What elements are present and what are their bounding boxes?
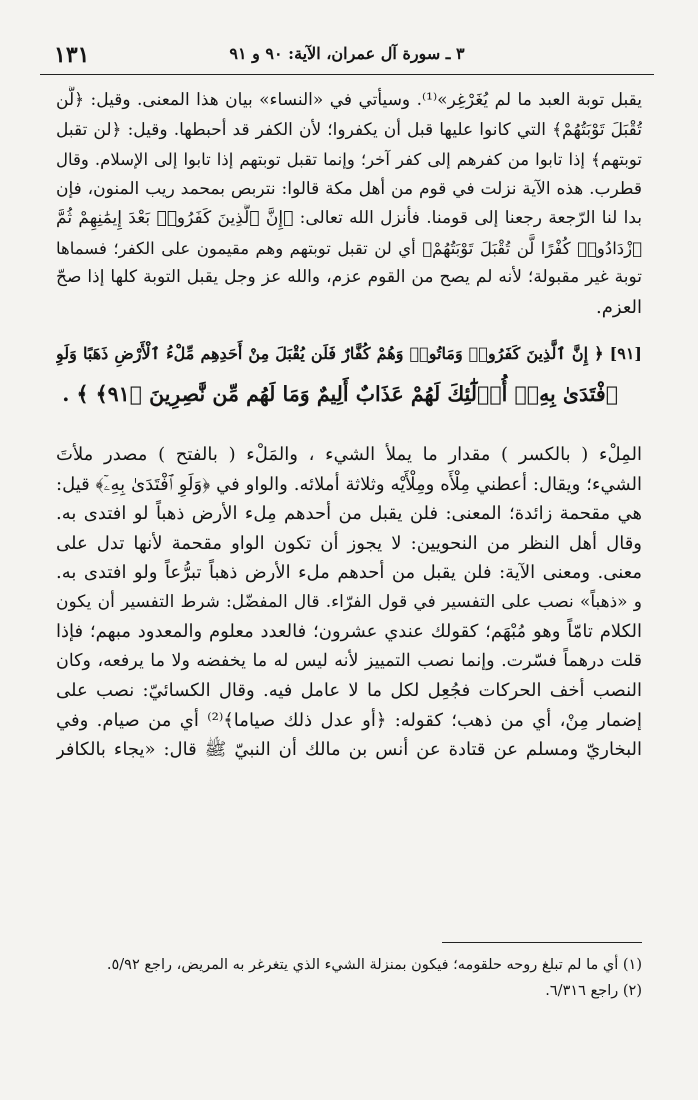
text-line: بدا لنا الرّجعة رجعنا إلى قومنا. فأنزل الله تعالى: ﴿إِنَّ ٱلَّذِينَ كَفَرُوا۟ بَعْدَ إِيمَٰنِهِمْ ثُمَّ — [56, 208, 642, 228]
page-header — [40, 38, 654, 68]
page-body — [56, 86, 642, 765]
verse-line: [٩١] ﴿ إِنَّ ٱلَّذِينَ كَفَرُوا۟ وَمَاتُوا۟ وَهُمْ كُفَّارٌ فَلَن يُقْبَلَ مِنْ أَحَدِهِم مِّلْءُ ٱلْأَرْضِ ذَهَبًا وَلَوِ — [56, 344, 642, 363]
footnotes — [56, 952, 642, 1004]
text-line: إضمار مِنْ، أي من ذهب؛ كقوله: ﴿أو عدل ذلك صياما﴾⁽²⁾ أي من صيام. وفي — [56, 709, 642, 731]
text-line: تُقْبَلَ تَوْبَتُهُمْ﴾ التي كانوا عليها قبل أن يكفروا؛ لأن الكفر قد أحبطها. وقيل: ﴿لن تقبل — [56, 119, 642, 140]
text-line: البخاريّ ومسلم عن قتادة عن أنس بن مالك أن النبيّ ﷺ قال: «يجاء بالكافر — [56, 739, 642, 760]
footnote-1: (١) أي ما لم تبلغ روحه حلقومه؛ فيكون بمنزلة الشيء الذي يتغرغر به المريض، راجع ٥/٩٢. — [106, 957, 642, 973]
text-line: هي مقحمة زائدة؛ المعنى: فلن يقبل من أحدهم مِلء الأرض ذهباً لو افتدى به. — [56, 503, 642, 524]
text-line: توبتهم﴾ إذا تابوا من كفرهم إلى كفر آخر؛ وإنما تقبل توبتهم إذا تابوا إلى الإسلام. وقال — [56, 150, 642, 169]
text-line: وقال أهل النظر من النحويين: لا يجوز أن تكون الواو مقحمة لأنها تدل على — [56, 532, 642, 554]
text-line: ٱزْدَادُوا۟ كُفْرًا لَّن تُقْبَلَ تَوْبَتُهُمْ﴾ أي لن تقبل توبتهم وهم مقيمون على الكفر؛ فسماها — [56, 238, 642, 258]
text-line: توبة غير مقبولة؛ لأنه لم يصح من القوم عزم، والله عز وجل يقبل التوبة كلها إذا صحّ — [56, 267, 642, 287]
text-line: معنى. ومعنى الآية: فلن يقبل من أحدهم ملء الأرض ذهباً تبرُّعاً ولو افتدى به. — [56, 562, 642, 583]
verse-line: ٱفْتَدَىٰ بِهِۦٓ أُو۟لَٰٓئِكَ لَهُمْ عَذَابٌ أَلِيمٌ وَمَا لَهُم مِّن نَّٰصِرِينَ ﴿٩١﴾ ﴾ . — [62, 382, 618, 406]
text-line: قلت درهماً فسّرت. وإنما نصب التمييز لأنه ليس له ما يخفضه ولا ما يرفعه، وكان — [56, 650, 642, 671]
paragraph-commentary-2 — [56, 440, 642, 765]
text-line: و «ذهباً» نصب على التفسير في قول الفرّاء. قال المفضّل: شرط التفسير أن يكون — [56, 591, 642, 612]
paragraph-commentary-1 — [56, 86, 642, 322]
header-rule — [40, 74, 654, 75]
quran-verse-91 — [56, 334, 642, 414]
text-line: يقبل توبة العبد ما لم يُغَرْغِر»⁽¹⁾. وسيأتي في «النساء» بيان هذا المعنى. وقيل: ﴿لَّن — [56, 90, 642, 110]
text-line: النصب أخف الحركات فجُعِل لكل ما لا عامل فيه. وقال الكسائيّ: نصب على — [56, 680, 642, 701]
text-line: قطرب. هذه الآية نزلت في قوم من أهل مكة قالوا: نتربص بمحمد ريب المنون، فإن — [56, 178, 642, 199]
text-line: الكلام تامّاً وهو مُبْهَم؛ كقولك عندي عشرون؛ فالعدد معلوم والمعدود مبهم؛ فإذا — [56, 621, 642, 642]
text-line: العزم. — [596, 296, 642, 318]
running-title: ٣ ـ سورة آل عمران، الآية: ٩٠ و ٩١ — [229, 44, 465, 63]
footnote-2: (٢) راجع ٦/٣١٦. — [545, 983, 642, 999]
text-line: المِلْء ( بالكسر ) مقدار ما يملأ الشيء ، والمَلْء ( بالفتح ) مصدر ملأتَ — [56, 444, 642, 465]
footnote-separator — [442, 942, 642, 943]
page-number: ١٣١ — [54, 42, 90, 68]
text-line: الشيء؛ ويقال: أعطني مِلْأَه ومِلْأَيْه وثلاثة أملائه. والواو في ﴿وَلَوِ ٱفْتَدَىٰ بِهِۦٓ﴾ قيل: — [56, 473, 642, 495]
